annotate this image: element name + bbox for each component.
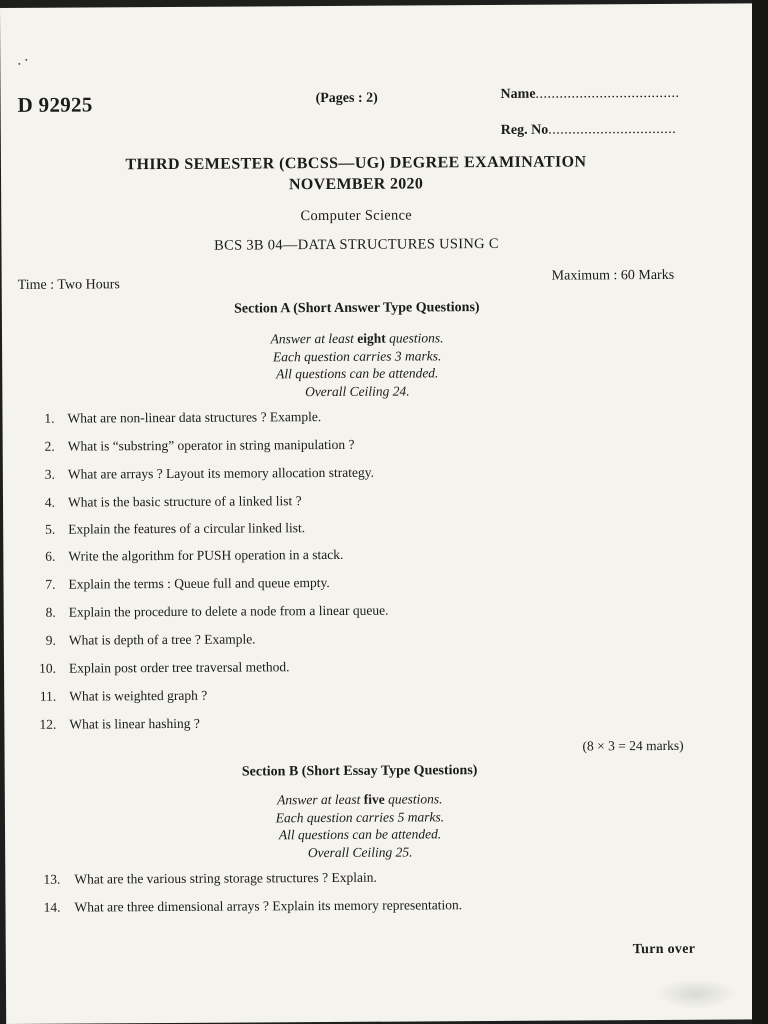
question-number: 8. xyxy=(45,604,56,620)
time-allowed: Time : Two Hours xyxy=(17,277,120,293)
reg-no-dots: ................................ xyxy=(548,121,677,138)
reg-no-field xyxy=(501,122,677,139)
question-number: 4. xyxy=(44,494,56,510)
exam-month: NOVEMBER 2020 xyxy=(288,175,424,194)
question-text: Write the algorithm for PUSH operation in a stack. xyxy=(68,546,344,564)
course-title: BCS 3B 04—DATA STRUCTURES USING C xyxy=(214,235,499,254)
name-label: Name xyxy=(500,86,536,102)
question-text: What are three dimensional arrays ? Explain its memory representation. xyxy=(74,897,463,915)
question-number: 5. xyxy=(45,521,56,537)
maximum-marks: Maximum : 60 Marks xyxy=(551,267,675,284)
question-text: What are arrays ? Layout its memory allocation strategy. xyxy=(67,464,375,482)
section-b-instructions xyxy=(5,789,715,863)
question-text: Explain post order tree traversal method. xyxy=(68,659,290,676)
question-number: 2. xyxy=(44,438,55,454)
reg-no-label: Reg. No xyxy=(500,122,549,138)
question-number: 1. xyxy=(44,410,55,426)
instruction-line: Overall Ceiling 25. xyxy=(307,843,413,860)
exam-title: THIRD SEMESTER (CBCSS—UG) DEGREE EXAMINATION xyxy=(125,153,587,174)
turn-over-note: Turn over xyxy=(632,941,696,958)
question-number: 13. xyxy=(43,871,61,887)
question-number: 10. xyxy=(39,660,57,676)
question-number: 12. xyxy=(39,716,57,732)
instruction-line: Overall Ceiling 24. xyxy=(304,383,410,399)
exam-paper xyxy=(0,3,758,1024)
question-text: Explain the features of a circular linked list. xyxy=(68,520,306,537)
name-dots: .................................... xyxy=(535,85,680,102)
ink-speck xyxy=(18,63,20,65)
section-b-heading: Section B (Short Essay Type Questions) xyxy=(241,763,478,780)
paper-smudge xyxy=(656,979,736,1009)
instruction-line: Each question carries 5 marks. xyxy=(275,808,445,825)
page-count: (Pages : 2) xyxy=(315,90,378,107)
instruction-emphasis: eight xyxy=(357,330,386,346)
section-a-heading: Section A (Short Answer Type Questions) xyxy=(234,300,480,317)
question-number: 14. xyxy=(43,899,61,915)
question-number: 7. xyxy=(45,576,56,592)
question-number: 6. xyxy=(45,548,56,564)
section-a-marks-total: (8 × 3 = 24 marks) xyxy=(582,737,684,754)
instruction-emphasis: five xyxy=(363,791,385,807)
question-number: 9. xyxy=(45,632,56,648)
instruction-line: All questions can be attended. xyxy=(276,365,439,382)
instruction-line: Each question carries 3 marks. xyxy=(272,347,442,364)
question-text: What is the basic structure of a linked list ? xyxy=(67,493,302,510)
instruction-text: questions. xyxy=(384,791,443,807)
question-text: What is linear hashing ? xyxy=(69,715,200,732)
instruction-text: questions. xyxy=(385,330,444,346)
instruction-text: Answer at least xyxy=(270,330,358,347)
question-text: Explain the terms : Queue full and queue empty. xyxy=(68,574,330,592)
question-number: 3. xyxy=(44,466,55,482)
question-text: What is “substring” operator in string manipulation ? xyxy=(67,436,355,454)
paper-code: D 92925 xyxy=(17,92,93,117)
question-text: What are non-linear data structures ? Example. xyxy=(67,409,322,426)
question-text: What are the various string storage structures ? Explain. xyxy=(74,869,377,887)
question-number: 11. xyxy=(39,688,57,704)
instruction-text: Answer at least xyxy=(277,791,364,808)
subject-name: Computer Science xyxy=(300,207,413,225)
question-text: Explain the procedure to delete a node from a linear queue. xyxy=(68,602,389,620)
section-a-instructions xyxy=(2,328,712,402)
scan-background-edge xyxy=(752,0,768,1024)
question-text: What is weighted graph ? xyxy=(69,687,208,704)
name-field xyxy=(500,86,679,103)
question-text: What is depth of a tree ? Example. xyxy=(68,631,256,648)
instruction-line: All questions can be attended. xyxy=(278,826,442,843)
ink-speck xyxy=(25,59,27,61)
